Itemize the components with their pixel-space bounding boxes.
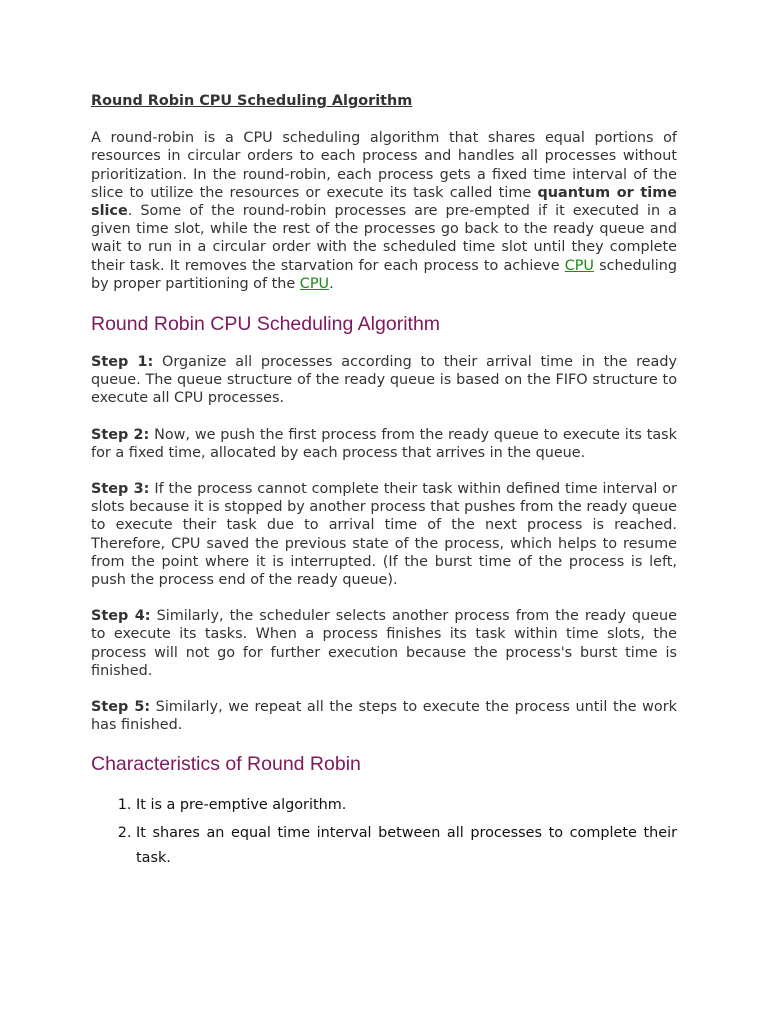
list-item: 2. It shares an equal time interval between all processes to complete their task. bbox=[136, 821, 677, 871]
step-paragraph-5 bbox=[91, 698, 677, 734]
step-text: Now, we push the first process from the ready queue to execute its task for a fixed time, allocated by each process that arrives in the queue. bbox=[91, 426, 677, 461]
cpu-link-2[interactable]: CPU bbox=[299, 275, 330, 292]
step-paragraph-3 bbox=[91, 480, 677, 589]
section-heading-algorithm: Round Robin CPU Scheduling Algorithm bbox=[91, 313, 441, 336]
step-label: Step 5: bbox=[91, 699, 151, 716]
intro-text-2: . Some of the round-robin processes are pre-empted if it executed in a given time slot, while the rest of the processes go back to the ready queue and wait to run in a circular order with the scheduled time slot until they complete their task. It removes the starvation for each process to achieve bbox=[91, 203, 677, 274]
characteristics-list bbox=[91, 793, 677, 871]
list-item: 1. It is a pre-emptive algorithm. bbox=[136, 793, 677, 818]
step-text: Similarly, the scheduler selects another process from the ready queue to execute its tasks. When a process finishes its task within time slots, the process will not go for further execution because the process's burst time is finished. bbox=[91, 608, 677, 679]
step-label: Step 3: bbox=[91, 481, 150, 498]
step-label: Step 2: bbox=[91, 426, 150, 443]
intro-text-3: scheduling by proper partitioning of the bbox=[91, 257, 678, 292]
step-paragraph-4 bbox=[91, 607, 677, 680]
step-text: Organize all processes according to their arrival time in the ready queue. The queue structure of the ready queue is based on the FIFO structure to execute all CPU processes. bbox=[91, 354, 677, 407]
cpu-link-1[interactable]: CPU bbox=[564, 257, 594, 274]
step-label: Step 4: bbox=[91, 608, 151, 625]
document-title: Round Robin CPU Scheduling Algorithm bbox=[91, 93, 413, 109]
step-paragraph-2 bbox=[91, 426, 677, 462]
step-text: Similarly, we repeat all the steps to execute the process until the work has finished. bbox=[91, 699, 677, 734]
document-page bbox=[91, 92, 677, 874]
intro-text-4: . bbox=[329, 275, 334, 292]
intro-text-1: A round-robin is a CPU scheduling algorithm that shares equal portions of resources in circular orders to each process and handles all processes without prioritization. In the round-robin, each process gets a fixed time interval of the slice to utilize the resources or execute its task called time bbox=[91, 130, 677, 201]
intro-bold-term: quantum or time slice bbox=[91, 184, 677, 220]
intro-paragraph bbox=[91, 129, 677, 293]
step-text: If the process cannot complete their task within defined time interval or slots because it is stopped by another process that pushes from the ready queue to execute their task due to arrival time of the next process is reached. Therefore, CPU saved the previous state of the process, which helps to resume from the point where it is interrupted. (If the burst time of the process is left, push the process end of the ready queue). bbox=[91, 481, 677, 589]
section-heading-characteristics: Characteristics of Round Robin bbox=[91, 753, 361, 776]
step-paragraph-1 bbox=[91, 353, 677, 408]
step-label: Step 1: bbox=[91, 354, 154, 371]
